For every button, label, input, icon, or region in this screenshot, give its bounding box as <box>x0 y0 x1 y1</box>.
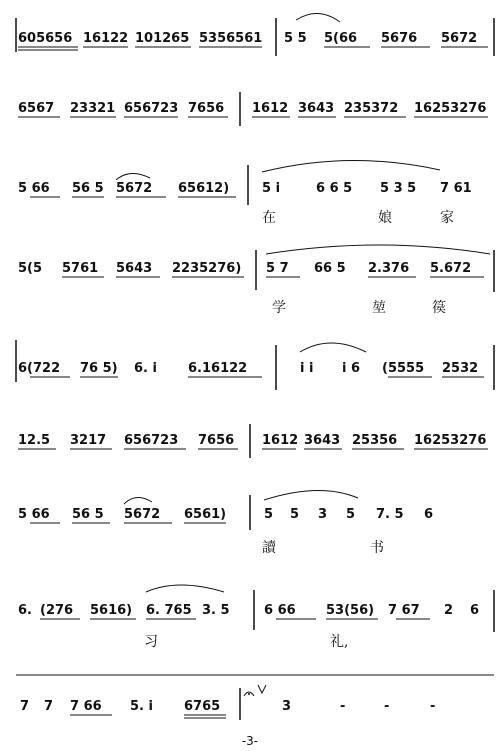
note-group: 6 <box>470 603 480 618</box>
system-6 <box>18 424 488 458</box>
note-group: 6. 765 <box>146 603 192 618</box>
note-group: 25356 <box>352 433 398 448</box>
note-group: 1612 <box>252 101 289 116</box>
system-1 <box>16 13 494 56</box>
note-group: 5 66 <box>18 507 50 522</box>
note-group: 5. i <box>130 699 153 714</box>
note-group: i 6 <box>342 361 361 376</box>
note-group: 6.16122 <box>188 361 248 376</box>
system-9 <box>16 675 494 720</box>
note-group: 53(56) <box>326 603 375 618</box>
note-group: 5356561 <box>199 31 263 46</box>
note-group: 5672 <box>441 31 478 46</box>
note-group: - <box>430 699 436 714</box>
system-8 <box>18 585 494 650</box>
note-group: 1612 <box>262 433 299 448</box>
system-3 <box>18 160 472 226</box>
note-group: 66 5 <box>314 261 346 276</box>
slur <box>116 173 150 180</box>
note-group: 5 66 <box>18 181 50 196</box>
note-group: 7 61 <box>440 181 472 196</box>
note-group: 5672 <box>124 507 161 522</box>
lyric-char: 在 <box>262 210 276 226</box>
slur <box>264 490 358 500</box>
note-group: 3643 <box>298 101 335 116</box>
system-4 <box>18 245 494 316</box>
note-group: 6 66 <box>264 603 296 618</box>
note-group: 5672 <box>116 181 153 196</box>
note-group: 5 <box>346 507 356 522</box>
note-group: 6567 <box>18 101 55 116</box>
page-number: -3- <box>241 734 259 748</box>
note-group: 12.5 <box>18 433 51 448</box>
fermata-dot <box>248 693 250 695</box>
breath-mark-icon <box>258 685 266 693</box>
note-group: 7 67 <box>388 603 420 618</box>
note-group: 56 5 <box>72 507 104 522</box>
lyric-char: 学 <box>272 300 286 316</box>
note-group: i i <box>300 361 314 376</box>
note-group: 2532 <box>442 361 479 376</box>
note-group: 101265 <box>135 31 190 46</box>
note-group: 7656 <box>198 433 235 448</box>
note-group: 5643 <box>116 261 153 276</box>
note-group: 7 <box>20 699 30 714</box>
note-group: 235372 <box>344 101 399 116</box>
note-group: 2235276) <box>172 261 242 276</box>
note-group: 7 66 <box>70 699 102 714</box>
note-group: 16122 <box>83 31 129 46</box>
note-group: 5.672 <box>430 261 472 276</box>
slur <box>296 13 340 22</box>
lyric-char: 书 <box>370 540 384 556</box>
note-group: 2.376 <box>368 261 410 276</box>
lyric-char: 堃 <box>372 300 386 316</box>
note-group: (5555 <box>382 361 425 376</box>
note-group: 65612) <box>178 181 230 196</box>
note-group: 5761 <box>62 261 99 276</box>
note-group: 7656 <box>188 101 225 116</box>
note-group: 5 3 5 <box>380 181 417 196</box>
note-group: 5(5 <box>18 261 43 276</box>
lyric-char: 习 <box>144 634 158 650</box>
note-group: (276 <box>40 603 74 618</box>
note-group: 3217 <box>70 433 107 448</box>
note-group: 5676 <box>381 31 418 46</box>
note-group: - <box>384 699 390 714</box>
note-group: 6 6 5 <box>316 181 353 196</box>
lyric-char: 家 <box>440 210 454 226</box>
note-group: 23321 <box>70 101 116 116</box>
note-group: 5616) <box>90 603 133 618</box>
note-group: 5 <box>290 507 300 522</box>
note-group: 3 <box>282 699 292 714</box>
note-group: 6765 <box>184 699 221 714</box>
note-group: 6(722 <box>18 361 61 376</box>
note-group: 7. 5 <box>376 507 404 522</box>
note-group: 16253276 <box>414 101 487 116</box>
lyric-char: 篌 <box>432 300 446 316</box>
note-group: 7 <box>44 699 54 714</box>
note-group: 656723 <box>124 433 179 448</box>
slur <box>266 245 490 254</box>
slur <box>124 497 152 504</box>
note-group: 3 <box>318 507 328 522</box>
note-group: 16253276 <box>414 433 487 448</box>
note-group: - <box>340 699 346 714</box>
note-group: 56 5 <box>72 181 104 196</box>
system-7 <box>18 490 433 556</box>
slur <box>146 585 224 592</box>
note-group: 6. <box>18 603 32 618</box>
note-group: 3. 5 <box>202 603 230 618</box>
note-group: 2 <box>444 603 454 618</box>
note-group: 5(66 <box>324 31 358 46</box>
system-5 <box>16 340 494 390</box>
lyric-char: 娘 <box>378 210 392 226</box>
note-group: 5 <box>264 507 274 522</box>
note-group: 5 5 <box>284 31 307 46</box>
lyric-char: 礼, <box>330 634 349 650</box>
slur <box>300 343 366 352</box>
lyric-char: 讀 <box>262 540 276 556</box>
note-group: 3643 <box>304 433 341 448</box>
note-group: 76 5) <box>80 361 118 376</box>
note-group: 5 7 <box>266 261 289 276</box>
note-group: 5 i <box>262 181 281 196</box>
note-group: 6561) <box>184 507 227 522</box>
note-group: 605656 <box>18 31 73 46</box>
slur <box>262 160 440 172</box>
note-group: 656723 <box>124 101 179 116</box>
note-group: 6 <box>424 507 434 522</box>
system-2 <box>18 92 488 126</box>
note-group: 6. i <box>134 361 157 376</box>
